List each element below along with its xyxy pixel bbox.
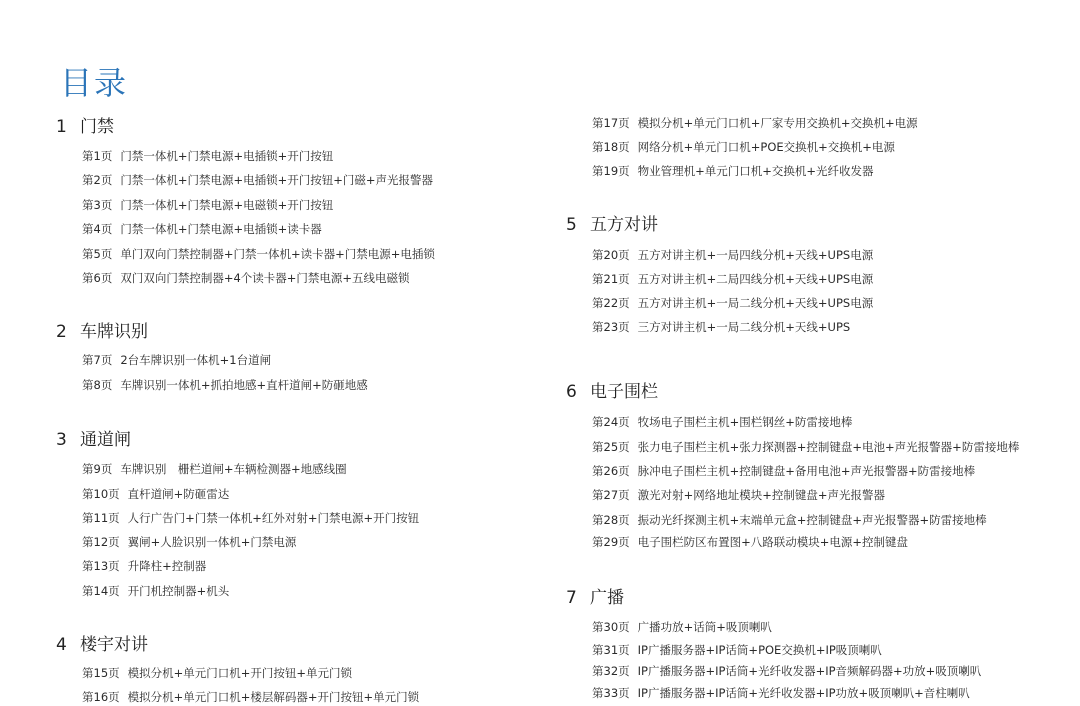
toc-entry[interactable]: 第10页 直杆道闸+防砸雷达 <box>82 487 230 501</box>
toc-entry[interactable]: 第23页 三方对讲主机+一局二线分机+天线+UPS <box>592 320 851 334</box>
toc-entry[interactable]: 第31页 IP广播服务器+IP话筒+POE交换机+IP吸顶喇叭 <box>592 643 882 657</box>
toc-entry[interactable]: 第2页 门禁一体机+门禁电源+电插锁+开门按钮+门磁+声光报警器 <box>82 173 434 187</box>
section-heading: 3 通道闸 <box>56 430 131 450</box>
toc-entry[interactable]: 第19页 物业管理机+单元门口机+交换机+光纤收发器 <box>592 164 874 178</box>
section-heading: 6 电子围栏 <box>566 382 658 402</box>
toc-entry[interactable]: 第32页 IP广播服务器+IP话筒+光纤收发器+IP音频解码器+功放+吸顶喇叭 <box>592 664 982 678</box>
toc-entry[interactable]: 第11页 人行广告门+门禁一体机+红外对射+门禁电源+开门按钮 <box>82 511 420 525</box>
toc-entry[interactable]: 第16页 模拟分机+单元门口机+楼层解码器+开门按钮+单元门锁 <box>82 690 420 704</box>
section-heading: 4 楼宇对讲 <box>56 635 148 655</box>
toc-entry[interactable]: 第30页 广播功放+话筒+吸顶喇叭 <box>592 620 772 634</box>
page-title: 目录 <box>60 64 129 102</box>
toc-entry[interactable]: 第5页 单门双向门禁控制器+门禁一体机+读卡器+门禁电源+电插锁 <box>82 247 435 261</box>
section-heading: 2 车牌识别 <box>56 322 148 342</box>
toc-entry[interactable]: 第21页 五方对讲主机+二局四线分机+天线+UPS电源 <box>592 272 874 286</box>
section-heading: 7 广播 <box>566 588 624 608</box>
toc-entry[interactable]: 第13页 升降柱+控制器 <box>82 559 207 573</box>
toc-entry[interactable]: 第29页 电子围栏防区布置图+八路联动模块+电源+控制键盘 <box>592 535 909 549</box>
toc-entry[interactable]: 第28页 振动光纤探测主机+末端单元盒+控制键盘+声光报警器+防雷接地棒 <box>592 513 987 527</box>
toc-entry[interactable]: 第14页 开门机控制器+机头 <box>82 584 230 598</box>
toc-entry[interactable]: 第24页 牧场电子围栏主机+围栏钢丝+防雷接地棒 <box>592 415 853 429</box>
toc-entry[interactable]: 第1页 门禁一体机+门禁电源+电插锁+开门按钮 <box>82 149 334 163</box>
toc-entry[interactable]: 第3页 门禁一体机+门禁电源+电磁锁+开门按钮 <box>82 198 334 212</box>
toc-entry[interactable]: 第7页 2台车牌识别一体机+1台道闸 <box>82 353 272 367</box>
toc-entry[interactable]: 第6页 双门双向门禁控制器+4个读卡器+门禁电源+五线电磁锁 <box>82 271 410 285</box>
toc-entry[interactable]: 第8页 车牌识别一体机+抓拍地感+直杆道闸+防砸地感 <box>82 378 368 392</box>
toc-entry[interactable]: 第25页 张力电子围栏主机+张力探测器+控制键盘+电池+声光报警器+防雷接地棒 <box>592 440 1020 454</box>
toc-entry[interactable]: 第20页 五方对讲主机+一局四线分机+天线+UPS电源 <box>592 248 874 262</box>
toc-entry[interactable]: 第22页 五方对讲主机+一局二线分机+天线+UPS电源 <box>592 296 874 310</box>
section-heading: 5 五方对讲 <box>566 215 658 235</box>
toc-entry[interactable]: 第27页 激光对射+网络地址模块+控制键盘+声光报警器 <box>592 488 886 502</box>
toc-entry[interactable]: 第17页 模拟分机+单元门口机+厂家专用交换机+交换机+电源 <box>592 116 918 130</box>
toc-entry[interactable]: 第33页 IP广播服务器+IP话筒+光纤收发器+IP功放+吸顶喇叭+音柱喇叭 <box>592 686 970 700</box>
section-heading: 1 门禁 <box>56 117 114 137</box>
toc-entry[interactable]: 第18页 网络分机+单元门口机+POE交换机+交换机+电源 <box>592 140 895 154</box>
toc-entry[interactable]: 第4页 门禁一体机+门禁电源+电插锁+读卡器 <box>82 222 322 236</box>
toc-entry[interactable]: 第26页 脉冲电子围栏主机+控制键盘+备用电池+声光报警器+防雷接地棒 <box>592 464 976 478</box>
toc-entry[interactable]: 第9页 车牌识别 栅栏道闸+车辆检测器+地感线圈 <box>82 462 347 476</box>
toc-entry[interactable]: 第12页 翼闸+人脸识别一体机+门禁电源 <box>82 535 297 549</box>
toc-entry[interactable]: 第15页 模拟分机+单元门口机+开门按钮+单元门锁 <box>82 666 353 680</box>
